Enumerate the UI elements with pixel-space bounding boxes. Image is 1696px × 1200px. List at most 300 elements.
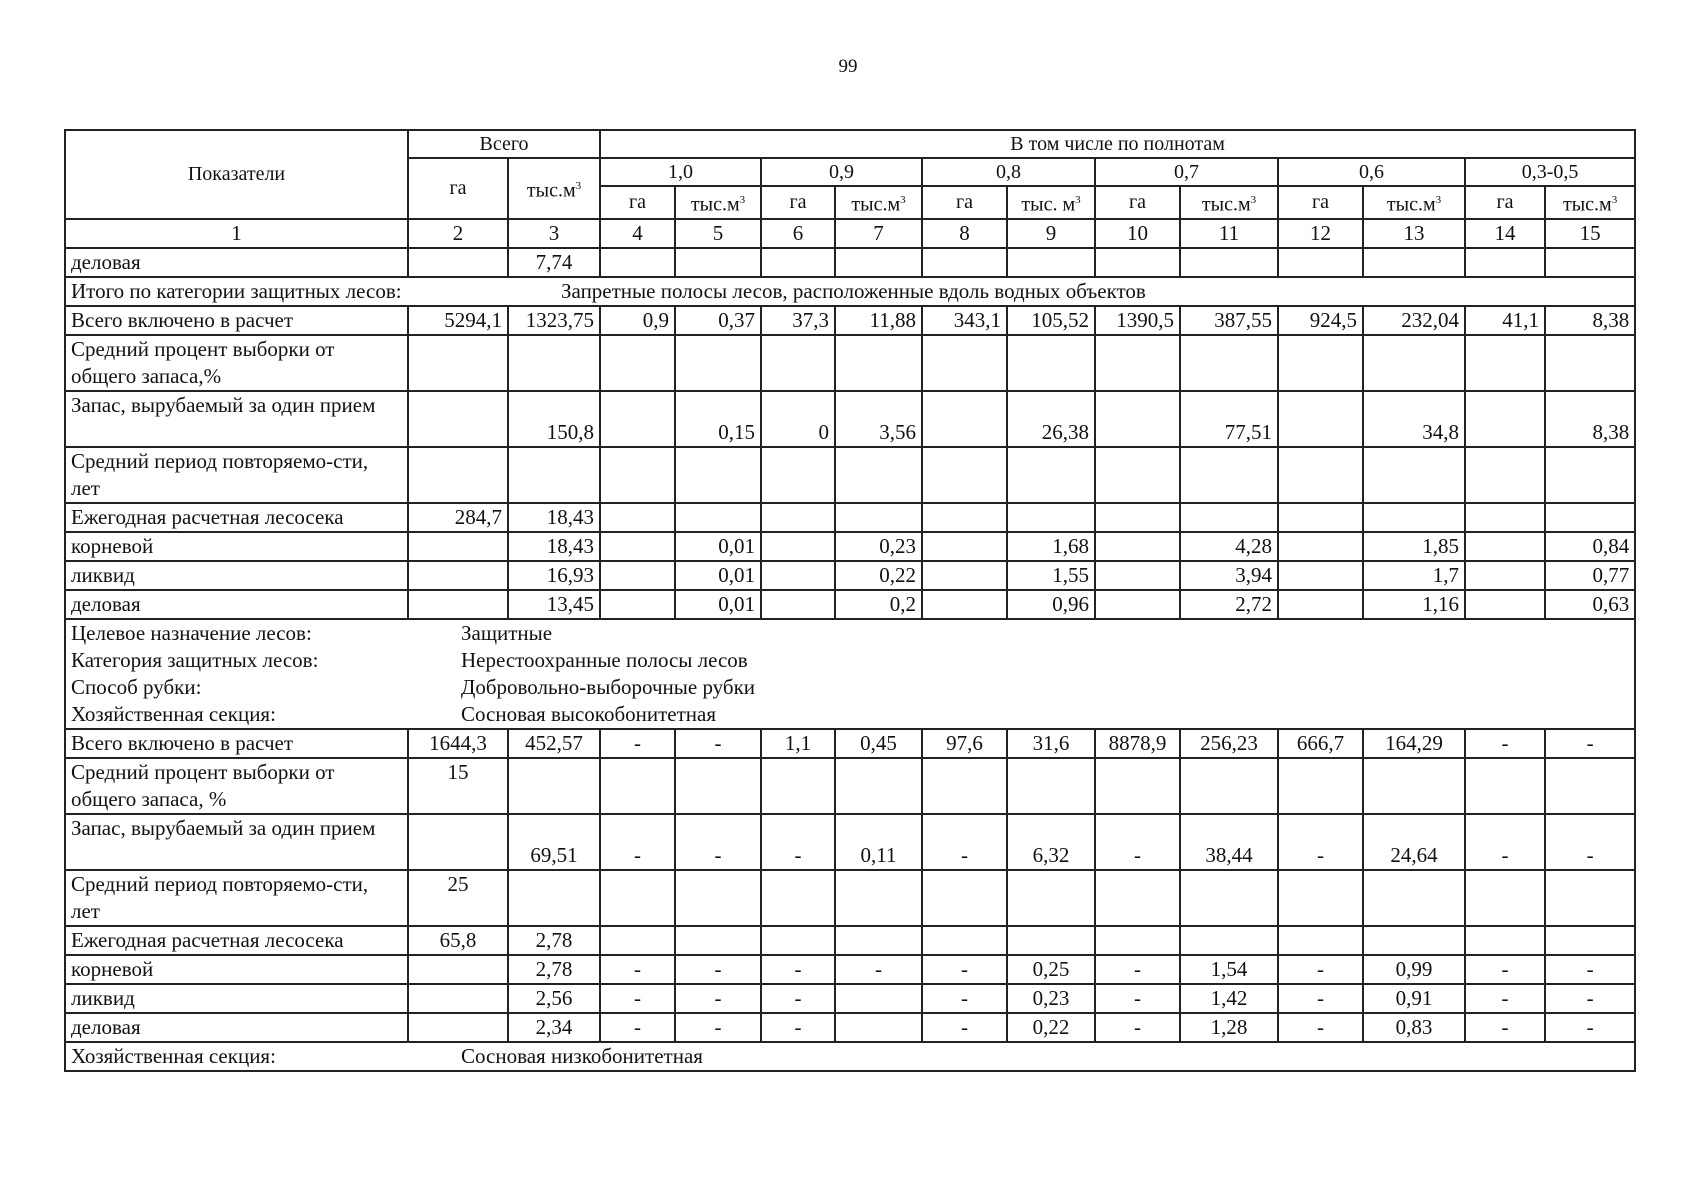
- table-cell: 0,91: [1363, 984, 1465, 1013]
- section-line: [71, 674, 1629, 701]
- header-unit-ha: га: [1465, 186, 1545, 219]
- footer-cell: [65, 1042, 1635, 1071]
- table-row: [65, 870, 1635, 926]
- row-label: корневой: [65, 532, 408, 561]
- section-line-label: Способ рубки:: [71, 674, 202, 699]
- table-cell: -: [761, 814, 835, 870]
- table-cell: [1180, 926, 1278, 955]
- table-cell: [1465, 503, 1545, 532]
- unit-sup: 3: [575, 180, 582, 192]
- table-row: [65, 984, 1635, 1013]
- table-cell: [1465, 391, 1545, 447]
- table-cell: [1363, 447, 1465, 503]
- table-row: [65, 955, 1635, 984]
- table-row: [65, 248, 1635, 277]
- table-cell: [1095, 335, 1180, 391]
- table-cell: [408, 955, 508, 984]
- table-cell: [600, 926, 675, 955]
- table-cell: 0,63: [1545, 590, 1635, 619]
- table-cell: 1,42: [1180, 984, 1278, 1013]
- table-cell: [1180, 248, 1278, 277]
- table-cell: 0,22: [835, 561, 922, 590]
- table-cell: 0,15: [675, 391, 761, 447]
- table-cell: [675, 335, 761, 391]
- table-cell: [1278, 926, 1363, 955]
- table-cell: 6,32: [1007, 814, 1095, 870]
- table-cell: [835, 447, 922, 503]
- table-cell: [408, 561, 508, 590]
- table-cell: [1007, 758, 1095, 814]
- row-label: ликвид: [65, 561, 408, 590]
- table-cell: -: [675, 814, 761, 870]
- table-cell: -: [1465, 729, 1545, 758]
- table-cell: 1,68: [1007, 532, 1095, 561]
- table-cell: [1465, 532, 1545, 561]
- unit-sup: 3: [1250, 194, 1257, 206]
- table-cell: [600, 561, 675, 590]
- table-cell: 150,8: [508, 391, 600, 447]
- table-cell: [408, 1013, 508, 1042]
- header-density-6: 0,3-0,5: [1465, 158, 1635, 186]
- table-cell: [761, 926, 835, 955]
- table-cell: [675, 758, 761, 814]
- table-cell: [1095, 926, 1180, 955]
- row-label: Всего включено в расчет: [65, 306, 408, 335]
- table-cell: 0,37: [675, 306, 761, 335]
- table-cell: [675, 926, 761, 955]
- table-cell: 8,38: [1545, 391, 1635, 447]
- table-cell: [1095, 532, 1180, 561]
- table-cell: [1007, 926, 1095, 955]
- table-cell: [508, 447, 600, 503]
- header-unit-m3: [835, 186, 922, 219]
- row-label: Ежегодная расчетная лесосека: [65, 926, 408, 955]
- table-cell: [761, 447, 835, 503]
- header-unit-ha: га: [922, 186, 1007, 219]
- table-cell: [761, 532, 835, 561]
- table-cell: [408, 984, 508, 1013]
- table-cell: [1095, 503, 1180, 532]
- unit-sup: 3: [900, 194, 906, 206]
- table-cell: [1545, 335, 1635, 391]
- table-cell: [835, 1013, 922, 1042]
- table-cell: [408, 391, 508, 447]
- table-cell: [922, 503, 1007, 532]
- table-cell: [761, 758, 835, 814]
- table-cell: 26,38: [1007, 391, 1095, 447]
- row-label: деловая: [65, 248, 408, 277]
- table-cell: [835, 870, 922, 926]
- table-cell: [1278, 870, 1363, 926]
- table-cell: 25: [408, 870, 508, 926]
- table-cell: -: [1095, 955, 1180, 984]
- table-cell: 0,2: [835, 590, 922, 619]
- table-cell: -: [922, 984, 1007, 1013]
- table-cell: 1644,3: [408, 729, 508, 758]
- table-cell: [600, 248, 675, 277]
- table-cell: [922, 447, 1007, 503]
- table-cell: [922, 391, 1007, 447]
- table-cell: [508, 758, 600, 814]
- header-unit-m3: [1363, 186, 1465, 219]
- table-cell: -: [835, 955, 922, 984]
- table-cell: 105,52: [1007, 306, 1095, 335]
- table-cell: -: [1545, 1013, 1635, 1042]
- table-cell: 13,45: [508, 590, 600, 619]
- table-cell: 0,11: [835, 814, 922, 870]
- table-cell: -: [675, 984, 761, 1013]
- header-unit-m3: [1007, 186, 1095, 219]
- table-cell: 69,51: [508, 814, 600, 870]
- table-cell: -: [1095, 814, 1180, 870]
- table-cell: [1278, 561, 1363, 590]
- row-label: Ежегодная расчетная лесосека: [65, 503, 408, 532]
- table-cell: -: [1278, 955, 1363, 984]
- table-cell: 18,43: [508, 503, 600, 532]
- table-cell: -: [1278, 1013, 1363, 1042]
- table-cell: [1095, 248, 1180, 277]
- table-cell: 1,7: [1363, 561, 1465, 590]
- table-cell: [508, 335, 600, 391]
- table-cell: 164,29: [1363, 729, 1465, 758]
- table-row: [65, 1013, 1635, 1042]
- table-cell: 1,55: [1007, 561, 1095, 590]
- column-number: 15: [1545, 219, 1635, 248]
- table-cell: -: [1465, 1013, 1545, 1042]
- table-cell: [1007, 335, 1095, 391]
- table-cell: 3,94: [1180, 561, 1278, 590]
- table-cell: 924,5: [1278, 306, 1363, 335]
- table-cell: [1007, 248, 1095, 277]
- section-line-label: Хозяйственная секция:: [71, 701, 276, 726]
- unit-text: тыс.м: [851, 193, 901, 216]
- header-unit-ha: га: [1278, 186, 1363, 219]
- table-cell: [600, 532, 675, 561]
- table-cell: -: [675, 955, 761, 984]
- table-cell: 38,44: [1180, 814, 1278, 870]
- table-cell: 0,96: [1007, 590, 1095, 619]
- table-cell: [835, 248, 922, 277]
- table-cell: 1,85: [1363, 532, 1465, 561]
- column-number: 12: [1278, 219, 1363, 248]
- table-cell: 0: [761, 391, 835, 447]
- row-label: Средний период повторяемо-сти, лет: [65, 870, 408, 926]
- table-cell: [922, 248, 1007, 277]
- unit-text: тыс.м: [690, 193, 740, 216]
- table-cell: 2,78: [508, 955, 600, 984]
- section-description-row: [65, 619, 1635, 729]
- table-cell: [408, 590, 508, 619]
- table-row: [65, 335, 1635, 391]
- unit-text: тыс. м: [1021, 193, 1076, 216]
- table-cell: [1007, 503, 1095, 532]
- table-cell: [1278, 503, 1363, 532]
- table-cell: 41,1: [1465, 306, 1545, 335]
- table-cell: [1007, 447, 1095, 503]
- table-row: [65, 926, 1635, 955]
- table-cell: 5294,1: [408, 306, 508, 335]
- table-cell: 0,25: [1007, 955, 1095, 984]
- table-row: [65, 306, 1635, 335]
- page-number: 99: [838, 56, 858, 77]
- unit-text: тыс.м: [1201, 193, 1251, 216]
- table-cell: [1278, 590, 1363, 619]
- table-cell: [1007, 870, 1095, 926]
- table-cell: [1363, 503, 1465, 532]
- table-cell: [600, 870, 675, 926]
- header-unit-m3: [1545, 186, 1635, 219]
- table-cell: [600, 447, 675, 503]
- table-cell: [1363, 248, 1465, 277]
- table-cell: [1465, 561, 1545, 590]
- table-cell: [1363, 758, 1465, 814]
- table-cell: 8,38: [1545, 306, 1635, 335]
- table-cell: [1545, 447, 1635, 503]
- table-cell: 0,9: [600, 306, 675, 335]
- category-cell: [65, 277, 1635, 306]
- table-cell: [922, 590, 1007, 619]
- table-row: [65, 590, 1635, 619]
- table-cell: [600, 590, 675, 619]
- table-cell: [1095, 447, 1180, 503]
- table-cell: 1,28: [1180, 1013, 1278, 1042]
- header-by-density: В том числе по полнотам: [600, 130, 1635, 158]
- table-row: [65, 391, 1635, 447]
- table-cell: [1180, 758, 1278, 814]
- table-cell: -: [600, 729, 675, 758]
- row-label: Всего включено в расчет: [65, 729, 408, 758]
- header-row-1: [65, 130, 1635, 158]
- row-label: ликвид: [65, 984, 408, 1013]
- table-cell: 0,01: [675, 532, 761, 561]
- header-unit-ha: га: [600, 186, 675, 219]
- table-cell: -: [922, 814, 1007, 870]
- table-cell: -: [1465, 814, 1545, 870]
- table-row: [65, 503, 1635, 532]
- column-number: 8: [922, 219, 1007, 248]
- table-cell: [1278, 335, 1363, 391]
- table-cell: -: [1278, 814, 1363, 870]
- table-cell: -: [600, 955, 675, 984]
- table-cell: [1545, 758, 1635, 814]
- table-cell: 666,7: [1278, 729, 1363, 758]
- table-cell: [1363, 926, 1465, 955]
- header-density-2: 0,9: [761, 158, 922, 186]
- table-cell: 0,23: [835, 532, 922, 561]
- section-description: [65, 619, 1635, 729]
- table-cell: -: [761, 984, 835, 1013]
- table-cell: 2,72: [1180, 590, 1278, 619]
- table-cell: 77,51: [1180, 391, 1278, 447]
- header-density-3: 0,8: [922, 158, 1095, 186]
- table-cell: -: [675, 729, 761, 758]
- table-cell: [922, 758, 1007, 814]
- table-cell: -: [922, 955, 1007, 984]
- table-cell: [1278, 532, 1363, 561]
- table-cell: [835, 335, 922, 391]
- table-cell: -: [600, 814, 675, 870]
- header-density-1: 1,0: [600, 158, 761, 186]
- table-cell: 3,56: [835, 391, 922, 447]
- table-cell: [600, 503, 675, 532]
- row-label: Запас, вырубаемый за один прием: [65, 391, 408, 447]
- column-number: 1: [65, 219, 408, 248]
- table-cell: -: [1095, 1013, 1180, 1042]
- table-cell: [1278, 391, 1363, 447]
- table-cell: [1180, 335, 1278, 391]
- category-label: Итого по категории защитных лесов:: [71, 278, 402, 303]
- table-cell: [761, 335, 835, 391]
- table-cell: -: [1545, 814, 1635, 870]
- table-cell: [761, 870, 835, 926]
- header-total-ha: га: [408, 158, 508, 219]
- table-cell: 0,45: [835, 729, 922, 758]
- table-cell: 16,93: [508, 561, 600, 590]
- table-cell: [1465, 335, 1545, 391]
- table-cell: [922, 561, 1007, 590]
- table-cell: [1465, 447, 1545, 503]
- table-cell: [1363, 335, 1465, 391]
- table-cell: [835, 758, 922, 814]
- unit-text: тыс.м: [1562, 193, 1612, 216]
- table-cell: [761, 503, 835, 532]
- table-cell: [1465, 758, 1545, 814]
- section-line-value: Защитные: [461, 620, 553, 645]
- table-cell: 0,83: [1363, 1013, 1465, 1042]
- table-cell: 1,54: [1180, 955, 1278, 984]
- header-unit-m3: [675, 186, 761, 219]
- table-cell: [600, 758, 675, 814]
- table-cell: [1180, 447, 1278, 503]
- table-cell: -: [1545, 955, 1635, 984]
- table-row: [65, 532, 1635, 561]
- unit-sup: 3: [739, 194, 746, 206]
- table-cell: [1095, 758, 1180, 814]
- table-cell: [675, 503, 761, 532]
- footer-row: [65, 1042, 1635, 1071]
- unit-sup: 3: [1435, 194, 1442, 206]
- table-cell: 0,22: [1007, 1013, 1095, 1042]
- table-cell: [1465, 926, 1545, 955]
- table-cell: -: [1278, 984, 1363, 1013]
- header-indicators: Показатели: [65, 130, 408, 219]
- table-cell: 343,1: [922, 306, 1007, 335]
- table-cell: [1180, 503, 1278, 532]
- table-cell: [761, 248, 835, 277]
- table-cell: 97,6: [922, 729, 1007, 758]
- unit-text: тыс.м: [526, 179, 576, 202]
- table-cell: 18,43: [508, 532, 600, 561]
- table-cell: 1,1: [761, 729, 835, 758]
- table-cell: [1465, 248, 1545, 277]
- table-cell: 0,77: [1545, 561, 1635, 590]
- table-cell: -: [1545, 729, 1635, 758]
- column-number: 6: [761, 219, 835, 248]
- table-cell: [408, 532, 508, 561]
- table-cell: 0,01: [675, 590, 761, 619]
- section-line-label: Категория защитных лесов:: [71, 647, 319, 672]
- table-cell: 65,8: [408, 926, 508, 955]
- table-cell: [1095, 590, 1180, 619]
- table-cell: [1545, 503, 1635, 532]
- table-cell: [1278, 248, 1363, 277]
- table-cell: [408, 814, 508, 870]
- table-cell: -: [1465, 955, 1545, 984]
- table-row: [65, 758, 1635, 814]
- table-cell: [1180, 870, 1278, 926]
- table-cell: -: [1545, 984, 1635, 1013]
- column-numbers-row: [65, 219, 1635, 248]
- table-cell: [675, 447, 761, 503]
- table-cell: 1323,75: [508, 306, 600, 335]
- row-label: корневой: [65, 955, 408, 984]
- table-cell: 284,7: [408, 503, 508, 532]
- table-cell: 15: [408, 758, 508, 814]
- table-cell: [408, 248, 508, 277]
- table-cell: [922, 335, 1007, 391]
- table-cell: [922, 870, 1007, 926]
- table-cell: [1095, 391, 1180, 447]
- table-cell: [1465, 870, 1545, 926]
- table-cell: 256,23: [1180, 729, 1278, 758]
- table-cell: -: [761, 1013, 835, 1042]
- table-cell: 2,56: [508, 984, 600, 1013]
- column-number: 2: [408, 219, 508, 248]
- table-cell: [1545, 926, 1635, 955]
- table-cell: 2,78: [508, 926, 600, 955]
- table-cell: [408, 447, 508, 503]
- category-value: Запретные полосы лесов, расположенные вдоль водных объектов: [561, 278, 1146, 303]
- table-cell: -: [1095, 984, 1180, 1013]
- column-number: 5: [675, 219, 761, 248]
- column-number: 4: [600, 219, 675, 248]
- section-line: [71, 701, 1629, 728]
- table-cell: -: [675, 1013, 761, 1042]
- table-cell: -: [600, 1013, 675, 1042]
- table-row: [65, 814, 1635, 870]
- table-cell: [508, 870, 600, 926]
- table-cell: 452,57: [508, 729, 600, 758]
- unit-sup: 3: [1075, 194, 1081, 206]
- section-line: [71, 647, 1629, 674]
- header-density-4: 0,7: [1095, 158, 1278, 186]
- table-cell: [1363, 870, 1465, 926]
- table-cell: 8878,9: [1095, 729, 1180, 758]
- section-line: [71, 620, 1629, 647]
- table-cell: [922, 926, 1007, 955]
- table-cell: 0,99: [1363, 955, 1465, 984]
- table-cell: -: [600, 984, 675, 1013]
- table-cell: 232,04: [1363, 306, 1465, 335]
- unit-sup: 3: [1611, 194, 1618, 206]
- footer-label: Хозяйственная секция:: [71, 1043, 276, 1068]
- table-cell: [835, 926, 922, 955]
- column-number: 11: [1180, 219, 1278, 248]
- forest-cutting-table: [64, 129, 1636, 1072]
- table-cell: [1278, 758, 1363, 814]
- table-row: [65, 447, 1635, 503]
- category-row: [65, 277, 1635, 306]
- column-number: 13: [1363, 219, 1465, 248]
- table-cell: 7,74: [508, 248, 600, 277]
- row-label: Средний процент выборки от общего запаса,%: [65, 335, 408, 391]
- table-cell: 34,8: [1363, 391, 1465, 447]
- table-cell: 1,16: [1363, 590, 1465, 619]
- header-total: Всего: [408, 130, 600, 158]
- column-number: 10: [1095, 219, 1180, 248]
- section-line-label: Целевое назначение лесов:: [71, 620, 312, 645]
- table-cell: [675, 248, 761, 277]
